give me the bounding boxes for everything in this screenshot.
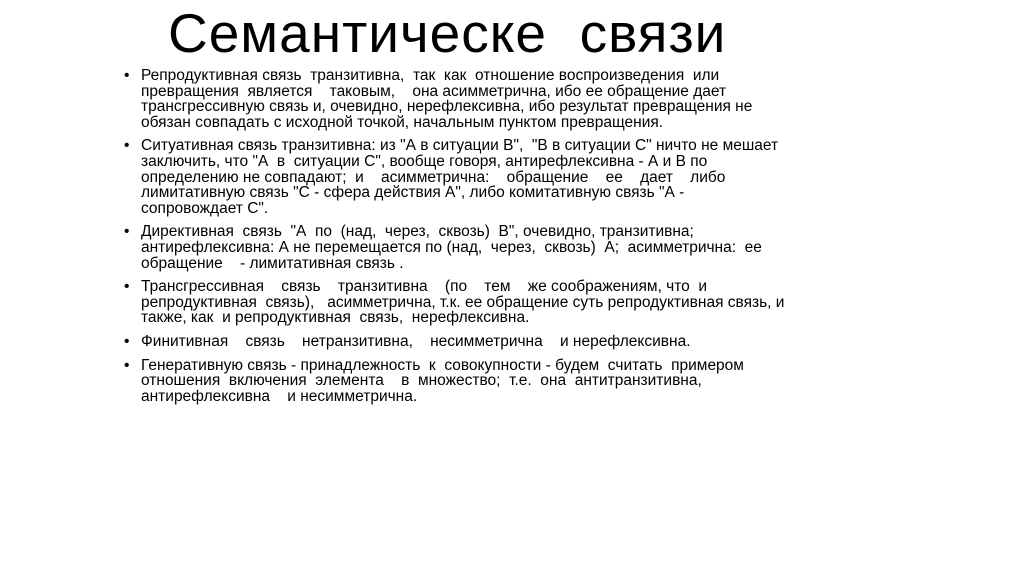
bullet-item	[124, 279, 894, 326]
bullet-text-line: Генеративную связь - принадлежность к совокупности - будем считать примером	[141, 356, 744, 374]
bullet-item	[124, 358, 894, 405]
bullet-item	[124, 138, 894, 216]
bullet-item	[124, 334, 894, 350]
bullet-text-line: Директивная связь "А по (над, через, сквозь) В", очевидно, транзитивна;	[141, 223, 694, 241]
bullet-text-line: Репродуктивная связь транзитивна, так как отношение воспроизведения или	[141, 67, 720, 84]
bullet-text-line: отношения включения элемента в множество; т.е. она антитранзитивна,	[141, 372, 702, 390]
bullet-text-line: обязан совпадать с исходной точкой, начальным пунктом превращения.	[141, 113, 664, 131]
bullet-text-line: антирефлексивна и несимметрична.	[141, 387, 418, 405]
bullet-marker: •	[124, 278, 130, 296]
bullet-text-line: трансгрессивную связь и, очевидно, нерефлексивна, ибо результат превращения не	[141, 98, 753, 116]
bullet-marker: •	[124, 332, 130, 350]
bullet-text-line: антирефлексивна: А не перемещается по (над, через, сквозь) А; асимметрична: ее	[141, 238, 762, 256]
bullet-text-line: Трансгрессивная связь транзитивна (по тем же соображениям, что и	[141, 278, 708, 296]
bullet-text-line: Ситуативная связь транзитивна: из "А в ситуации В", "В в ситуации С" ничто не мешает	[141, 137, 779, 155]
bullet-item	[124, 68, 894, 130]
bullet-text-line: сопровождает С".	[141, 199, 269, 217]
bullet-text-line: Финитивная связь нетранзитивна, несимметрична и нерефлексивна.	[141, 332, 691, 350]
bullet-marker: •	[124, 67, 130, 84]
bullet-text-line: также, как и репродуктивная связь, нерефлексивна.	[141, 309, 530, 327]
bullet-text-line: определению не совпадают; и асимметрична: обращение ее дает либо	[141, 168, 726, 186]
bullet-marker: •	[124, 137, 130, 155]
bullet-text-line: обращение - лимитативная связь .	[141, 254, 404, 272]
slide-title: Семантическе связи	[168, 2, 727, 64]
bullet-text-line: репродуктивная связь), асимметрична, т.к. ее обращение суть репродуктивная связь, и	[141, 293, 785, 311]
bullet-text-line: превращения является таковым, она асимметрична, ибо ее обращение дает	[141, 82, 727, 100]
bullet-text-line: лимитативную связь "С - сфера действия А", либо комитативную связь "А -	[141, 184, 685, 202]
bullet-list	[124, 68, 894, 412]
bullet-text-line: заключить, что "А в ситуации С", вообще говоря, антирефлексивна - А и В по	[141, 152, 708, 170]
bullet-item	[124, 224, 894, 271]
bullet-marker: •	[124, 356, 130, 374]
bullet-marker: •	[124, 223, 130, 241]
